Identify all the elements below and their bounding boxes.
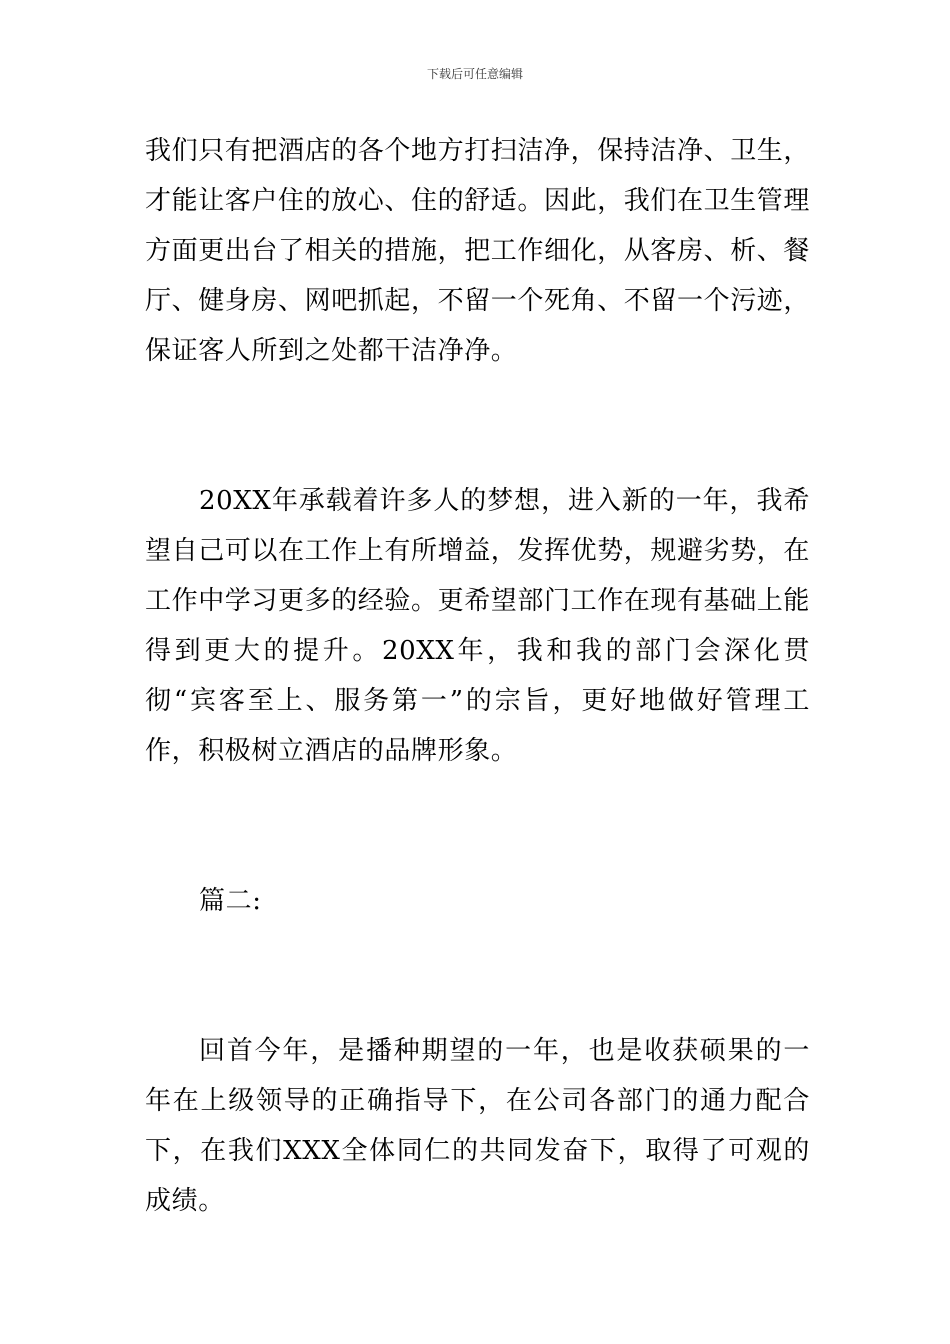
paragraph-hygiene: 我们只有把酒店的各个地方打扫洁净，保持洁净、卫生，才能让客户住的放心、住的舒适。因此，我们在卫生管理方面更出台了相关的措施，把工作细化，从客房、析、餐厅、健身房、网吧抓起，不留一个死角、不留一个污迹，保证客人所到之处都干洁净净。 (145, 136, 811, 366)
document-body (145, 126, 810, 1226)
paragraph-spacer (145, 926, 810, 1026)
section-heading: 篇二: (199, 886, 262, 916)
paragraph-new-year: 20XX年承载着许多人的梦想，进入新的一年，我希望自己可以在工作上有所增益，发挥优势，规避劣势，在工作中学习更多的经验。更希望部门工作在现有基础上能得到更大的提升。20XX年，我和我的部门会深化贯彻“宾客至上、服务第一”的宗旨，更好地做好管理工作，积极树立酒店的品牌形象。 (145, 486, 811, 766)
paragraph-review: 回首今年，是播种期望的一年，也是收获硕果的一年在上级领导的正确指导下，在公司各部门的通力配合下，在我们XXX全体同仁的共同发奋下，取得了可观的成绩。 (145, 1036, 810, 1216)
page-header: 下载后可任意编辑 (426, 67, 523, 81)
paragraph-spacer (145, 376, 810, 476)
paragraph-spacer (145, 776, 810, 876)
